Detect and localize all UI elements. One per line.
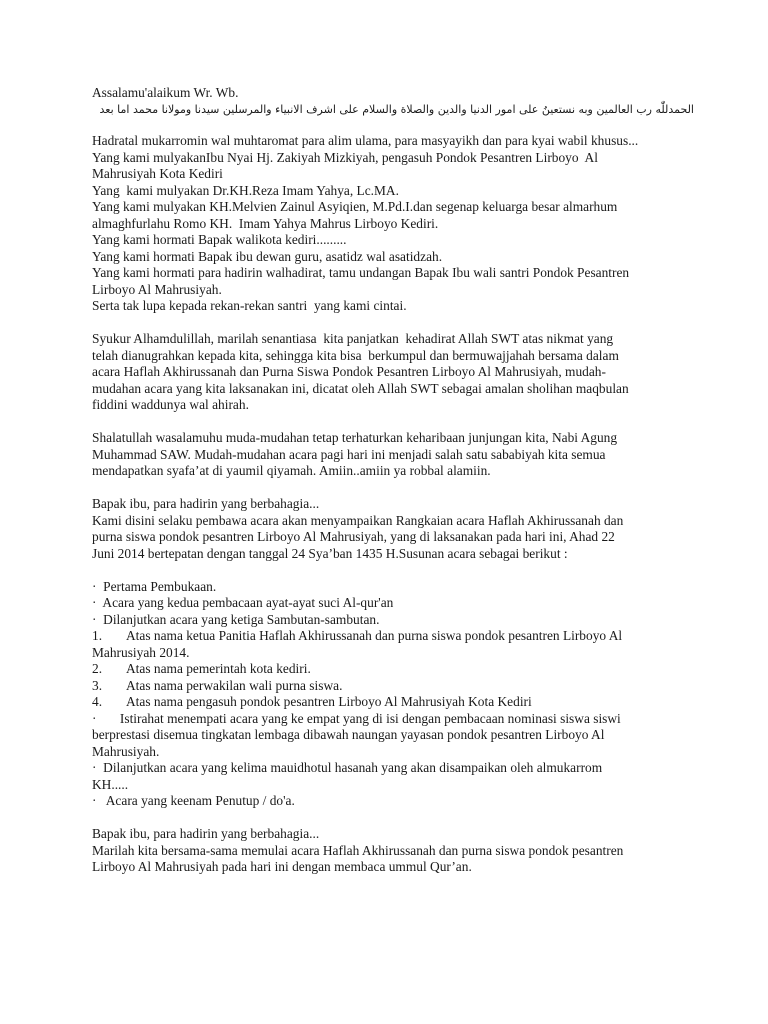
salutation-line: Lirboyo Al Mahrusiyah.: [92, 281, 222, 297]
salutation-line: Hadratal mukarromin wal muhtaromat para alim ulama, para masyayikh dan para kyai wabil khusus...: [92, 133, 639, 148]
salutation-line: Serta tak lupa kepada rekan-rekan santri yang kami cintai.: [92, 298, 407, 313]
sambutan-text: Atas nama pemerintah kota kediri.: [126, 661, 311, 676]
agenda-list: [92, 579, 682, 810]
sambutan-text: Atas nama perwakilan wali purna siswa.: [126, 677, 343, 693]
paragraph-gap: [92, 414, 682, 431]
sambutan-continuation: Mahrusiyah 2014.: [92, 644, 190, 660]
sambutan-number: 3.: [92, 677, 103, 693]
salutations-paragraph: [92, 133, 682, 315]
agenda-item: · Acara yang kedua pembacaan ayat-ayat suci Al-qur'an: [92, 595, 394, 610]
paragraph-gap: [92, 315, 682, 332]
closing-line: Marilah kita bersama-sama memulai acara Haflah Akhirussanah dan purna siswa pondok pesantren: [92, 842, 624, 858]
paragraph-gap: [92, 562, 682, 579]
paragraph-gap: [92, 810, 682, 827]
sambutan-text: Atas nama ketua Panitia Haflah Akhirussanah dan purna siswa pondok pesantren Lirboyo Al: [126, 628, 623, 643]
sambutan-item: [92, 694, 682, 711]
salutation-line: Yang kami mulyakan Dr.KH.Reza Imam Yahya, Lc.MA.: [92, 182, 399, 198]
salutation-line: Yang kami mulyakan KH.Melvien Zainul Asyiqien, M.Pd.I.dan segenap keluarga besar almarhum: [92, 199, 618, 214]
sambutan-item: [92, 678, 682, 695]
salutation-line: Yang kami hormati Bapak walikota kediri.........: [92, 232, 347, 247]
arabic-opening: الحمدللّٰه رب العالمين وبه نستعينُ على امور الدنيا والدين والصلاة والسلام على اشرف الانبياء والمرسلين سيدنا ومولانا محمد اما بعد: [99, 102, 694, 116]
agenda-item: · Dilanjutkan acara yang ketiga Sambutan-sambutan.: [92, 611, 380, 627]
closing-paragraph: [92, 826, 682, 876]
shalawat-line: Shalatullah wasalamuhu muda-mudahan tetap terhaturkan keharibaan junjungan kita, Nabi Agung: [92, 430, 618, 445]
shalawat-line: mendapatkan syafa’at di yaumil qiyamah. Amiin..amiin ya robbal alamiin.: [92, 463, 491, 478]
shalawat-line: Muhammad SAW. Mudah-mudahan acara pagi hari ini menjadi salah satu sababiyah kita semua: [92, 446, 606, 462]
salutation-line: Yang kami mulyakanIbu Nyai Hj. Zakiyah Mizkiyah, pengasuh Pondok Pesantren Lirboyo Al: [92, 149, 598, 165]
shalawat-paragraph: [92, 430, 682, 480]
syukur-line: acara Haflah Akhirussanah dan Purna Siswa Pondok Pesantren Lirboyo Al Mahrusiyah, mudah-: [92, 364, 606, 379]
salutation-line: Yang kami hormati Bapak ibu dewan guru, asatidz wal asatidzah.: [92, 248, 443, 264]
salutation-line: almaghfurlahu Romo KH. Imam Yahya Mahrus Lirboyo Kediri.: [92, 215, 439, 231]
syukur-line: telah dianugrahkan kepada kita, sehingga kita bisa berkumpul dan bermuwajjahah bersama dalam: [92, 347, 619, 363]
agenda-item: berprestasi disemua tingkatan lembaga dibawah naungan yayasan pondok pesantren Lirboyo Al: [92, 727, 605, 742]
intro-line: purna siswa pondok pesantren Lirboyo Al Mahrusiyah, yang di laksanakan pada hari ini, Ahad 22: [92, 529, 615, 544]
greeting: Assalamu'alaikum Wr. Wb.: [92, 85, 239, 100]
agenda-item: KH.....: [92, 776, 129, 792]
sambutan-text: Atas nama pengasuh pondok pesantren Lirboyo Al Mahrusiyah Kota Kediri: [126, 694, 532, 709]
intro-line: Bapak ibu, para hadirin yang berbahagia...: [92, 496, 320, 511]
intro-paragraph: [92, 496, 682, 562]
salutation-line: Mahrusiyah Kota Kediri: [92, 166, 223, 181]
closing-line: Lirboyo Al Mahrusiyah pada hari ini dengan membaca ummul Qur’an.: [92, 859, 472, 874]
salutation-line: Yang kami hormati para hadirin walhadirat, tamu undangan Bapak Ibu wali santri Pondok Pesantren: [92, 265, 630, 280]
agenda-item: · Acara yang keenam Penutup / do'a.: [92, 793, 295, 808]
syukur-paragraph: [92, 331, 682, 414]
sambutan-item: [92, 661, 682, 678]
sambutan-number: 1.: [92, 628, 103, 643]
document-page: [92, 85, 694, 876]
agenda-item: · Pertama Pembukaan.: [92, 578, 217, 594]
paragraph-gap: [92, 480, 682, 497]
sambutan-item: [92, 628, 682, 645]
sambutan-number: 2.: [92, 661, 103, 676]
agenda-item: · Istirahat menempati acara yang ke empat yang di isi dengan pembacaan nominasi siswa siswi: [92, 710, 621, 726]
paragraph-gap: [92, 117, 682, 134]
intro-line: Kami disini selaku pembawa acara akan menyampaikan Rangkaian acara Haflah Akhirussanah dan: [92, 512, 624, 528]
agenda-item: Mahrusiyah.: [92, 743, 160, 759]
agenda-item: · Dilanjutkan acara yang kelima mauidhotul hasanah yang akan disampaikan oleh almukarrom: [92, 760, 603, 775]
sambutan-number: 4.: [92, 694, 103, 709]
closing-line: Bapak ibu, para hadirin yang berbahagia...: [92, 826, 320, 841]
syukur-line: fiddini waddunya wal ahirah.: [92, 397, 249, 412]
intro-line: Juni 2014 bertepatan dengan tanggal 24 Sya’ban 1435 H.Susunan acara sebagai berikut :: [92, 545, 568, 561]
syukur-line: mudahan acara yang kita laksanakan ini, dicatat oleh Allah SWT sebagai amalan sholihan maqbulan: [92, 380, 629, 396]
syukur-line: Syukur Alhamdulillah, marilah senantiasa kita panjatkan kehadirat Allah SWT atas nikmat yang: [92, 331, 614, 346]
